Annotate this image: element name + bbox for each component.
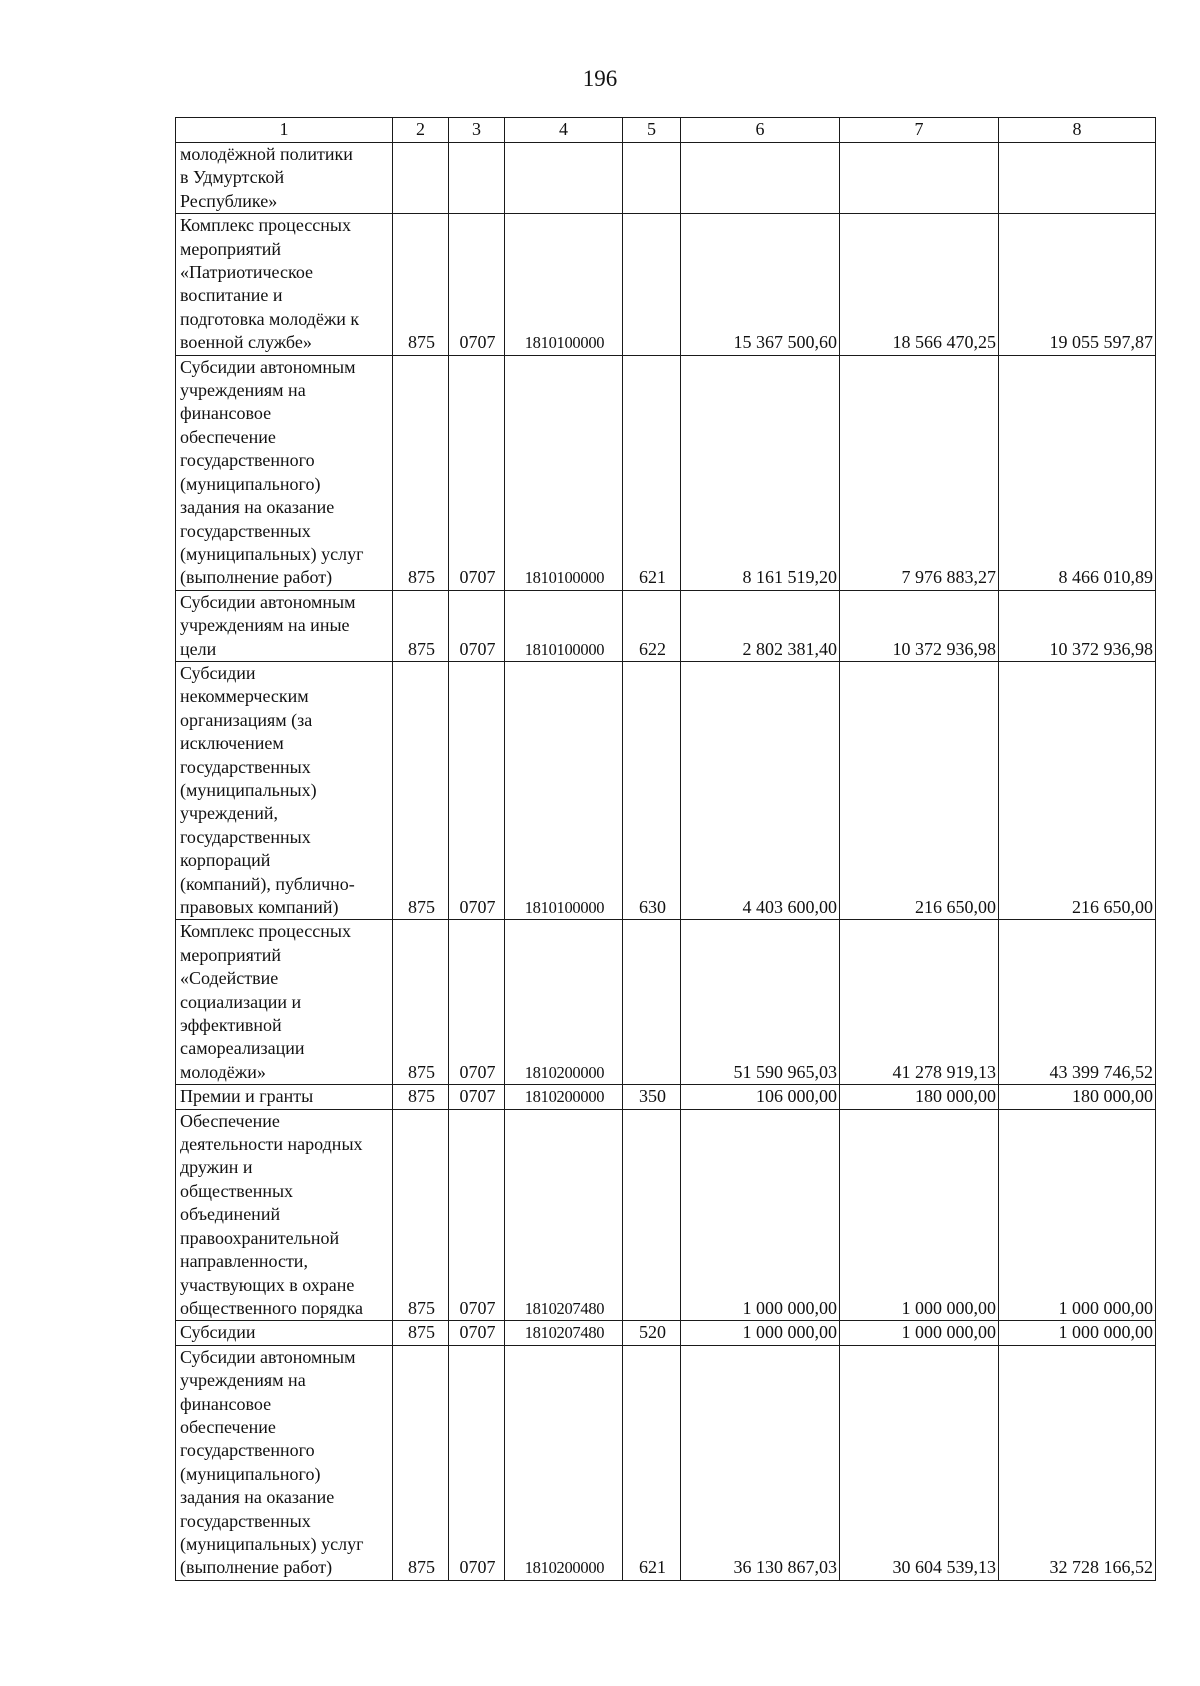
row-name-cell: Комплекс процессных мероприятий «Патриотическое воспитание и подготовка молодёжи к военной службе» — [176, 214, 393, 355]
amount-year2-cell: 7 976 883,27 — [840, 355, 999, 590]
section-code-cell: 0707 — [449, 1345, 505, 1580]
amount-year3-cell: 1 000 000,00 — [999, 1321, 1156, 1345]
row-name-cell: Субсидии автономным учреждениям на иные цели — [176, 590, 393, 661]
amount-year3-cell: 43 399 746,52 — [999, 920, 1156, 1085]
table-header-row — [176, 118, 1156, 143]
row-name-cell: Субсидии автономным учреждениям на финансовое обеспечение государственного (муниципального) задания на оказание государственных (муниципальных) услуг (выполнение работ) — [176, 355, 393, 590]
section-code-cell: 0707 — [449, 355, 505, 590]
table-row — [176, 590, 1156, 661]
amount-year3-cell: 1 000 000,00 — [999, 1109, 1156, 1321]
section-code-cell: 0707 — [449, 214, 505, 355]
target-article-cell: 1810100000 — [505, 355, 623, 590]
target-article-cell: 1810100000 — [505, 590, 623, 661]
target-article-cell: 1810207480 — [505, 1321, 623, 1345]
header-cell-8: 8 — [999, 118, 1156, 143]
table-row — [176, 214, 1156, 355]
row-name-cell: Субсидии автономным учреждениям на финансовое обеспечение государственного (муниципального) задания на оказание государственных (муниципальных) услуг (выполнение работ) — [176, 1345, 393, 1580]
department-code-cell: 875 — [393, 1085, 449, 1109]
header-cell-2: 2 — [393, 118, 449, 143]
header-cell-4: 4 — [505, 118, 623, 143]
amount-year2-cell: 10 372 936,98 — [840, 590, 999, 661]
section-code-cell: 0707 — [449, 1109, 505, 1321]
table-row — [176, 1085, 1156, 1109]
header-cell-5: 5 — [623, 118, 681, 143]
header-cell-1: 1 — [176, 118, 393, 143]
amount-year1-cell: 106 000,00 — [681, 1085, 840, 1109]
section-code-cell — [449, 143, 505, 214]
target-article-cell — [505, 143, 623, 214]
page-number: 196 — [582, 66, 618, 91]
expense-type-cell — [623, 920, 681, 1085]
row-name-cell: Субсидии некоммерческим организациям (за исключением государственных (муниципальных) учреждений, государственных корпораций (компаний), публично- правовых компаний) — [176, 661, 393, 919]
row-name-cell: Комплекс процессных мероприятий «Содействие социализации и эффективной самореализации молодёжи» — [176, 920, 393, 1085]
amount-year3-cell: 8 466 010,89 — [999, 355, 1156, 590]
amount-year3-cell — [999, 143, 1156, 214]
department-code-cell: 875 — [393, 590, 449, 661]
department-code-cell: 875 — [393, 1345, 449, 1580]
expense-type-cell: 350 — [623, 1085, 681, 1109]
amount-year3-cell: 19 055 597,87 — [999, 214, 1156, 355]
expense-type-cell: 622 — [623, 590, 681, 661]
budget-table — [175, 117, 1156, 1581]
section-code-cell: 0707 — [449, 590, 505, 661]
header-cell-3: 3 — [449, 118, 505, 143]
department-code-cell: 875 — [393, 214, 449, 355]
header-cell-7: 7 — [840, 118, 999, 143]
target-article-cell: 1810200000 — [505, 920, 623, 1085]
section-code-cell: 0707 — [449, 920, 505, 1085]
row-name-cell: Субсидии — [176, 1321, 393, 1345]
target-article-cell: 1810200000 — [505, 1345, 623, 1580]
section-code-cell: 0707 — [449, 1085, 505, 1109]
expense-type-cell: 621 — [623, 355, 681, 590]
amount-year3-cell: 10 372 936,98 — [999, 590, 1156, 661]
header-cell-6: 6 — [681, 118, 840, 143]
amount-year2-cell: 180 000,00 — [840, 1085, 999, 1109]
table-row — [176, 143, 1156, 214]
amount-year2-cell: 216 650,00 — [840, 661, 999, 919]
expense-type-cell: 520 — [623, 1321, 681, 1345]
amount-year3-cell: 180 000,00 — [999, 1085, 1156, 1109]
amount-year1-cell: 1 000 000,00 — [681, 1109, 840, 1321]
amount-year3-cell: 216 650,00 — [999, 661, 1156, 919]
amount-year1-cell — [681, 143, 840, 214]
amount-year2-cell — [840, 143, 999, 214]
row-name-cell: молодёжной политики в Удмуртской Республике» — [176, 143, 393, 214]
department-code-cell: 875 — [393, 1321, 449, 1345]
table-row — [176, 661, 1156, 919]
expense-type-cell: 621 — [623, 1345, 681, 1580]
table-row — [176, 355, 1156, 590]
section-code-cell: 0707 — [449, 1321, 505, 1345]
department-code-cell: 875 — [393, 1109, 449, 1321]
department-code-cell: 875 — [393, 920, 449, 1085]
department-code-cell: 875 — [393, 661, 449, 919]
table-row — [176, 1345, 1156, 1580]
amount-year1-cell: 51 590 965,03 — [681, 920, 840, 1085]
expense-type-cell: 630 — [623, 661, 681, 919]
amount-year2-cell: 18 566 470,25 — [840, 214, 999, 355]
section-code-cell: 0707 — [449, 661, 505, 919]
amount-year3-cell: 32 728 166,52 — [999, 1345, 1156, 1580]
department-code-cell — [393, 143, 449, 214]
amount-year2-cell: 1 000 000,00 — [840, 1321, 999, 1345]
table-row — [176, 1109, 1156, 1321]
table-row — [176, 920, 1156, 1085]
amount-year1-cell: 8 161 519,20 — [681, 355, 840, 590]
target-article-cell: 1810200000 — [505, 1085, 623, 1109]
amount-year1-cell: 2 802 381,40 — [681, 590, 840, 661]
amount-year1-cell: 4 403 600,00 — [681, 661, 840, 919]
amount-year1-cell: 1 000 000,00 — [681, 1321, 840, 1345]
amount-year1-cell: 15 367 500,60 — [681, 214, 840, 355]
expense-type-cell — [623, 143, 681, 214]
target-article-cell: 1810100000 — [505, 661, 623, 919]
target-article-cell: 1810207480 — [505, 1109, 623, 1321]
row-name-cell: Премии и гранты — [176, 1085, 393, 1109]
expense-type-cell — [623, 1109, 681, 1321]
department-code-cell: 875 — [393, 355, 449, 590]
amount-year1-cell: 36 130 867,03 — [681, 1345, 840, 1580]
target-article-cell: 1810100000 — [505, 214, 623, 355]
amount-year2-cell: 1 000 000,00 — [840, 1109, 999, 1321]
amount-year2-cell: 30 604 539,13 — [840, 1345, 999, 1580]
amount-year2-cell: 41 278 919,13 — [840, 920, 999, 1085]
table-row — [176, 1321, 1156, 1345]
row-name-cell: Обеспечение деятельности народных дружин и общественных объединений правоохранительной направленности, участвующих в охране общественного порядка — [176, 1109, 393, 1321]
expense-type-cell — [623, 214, 681, 355]
